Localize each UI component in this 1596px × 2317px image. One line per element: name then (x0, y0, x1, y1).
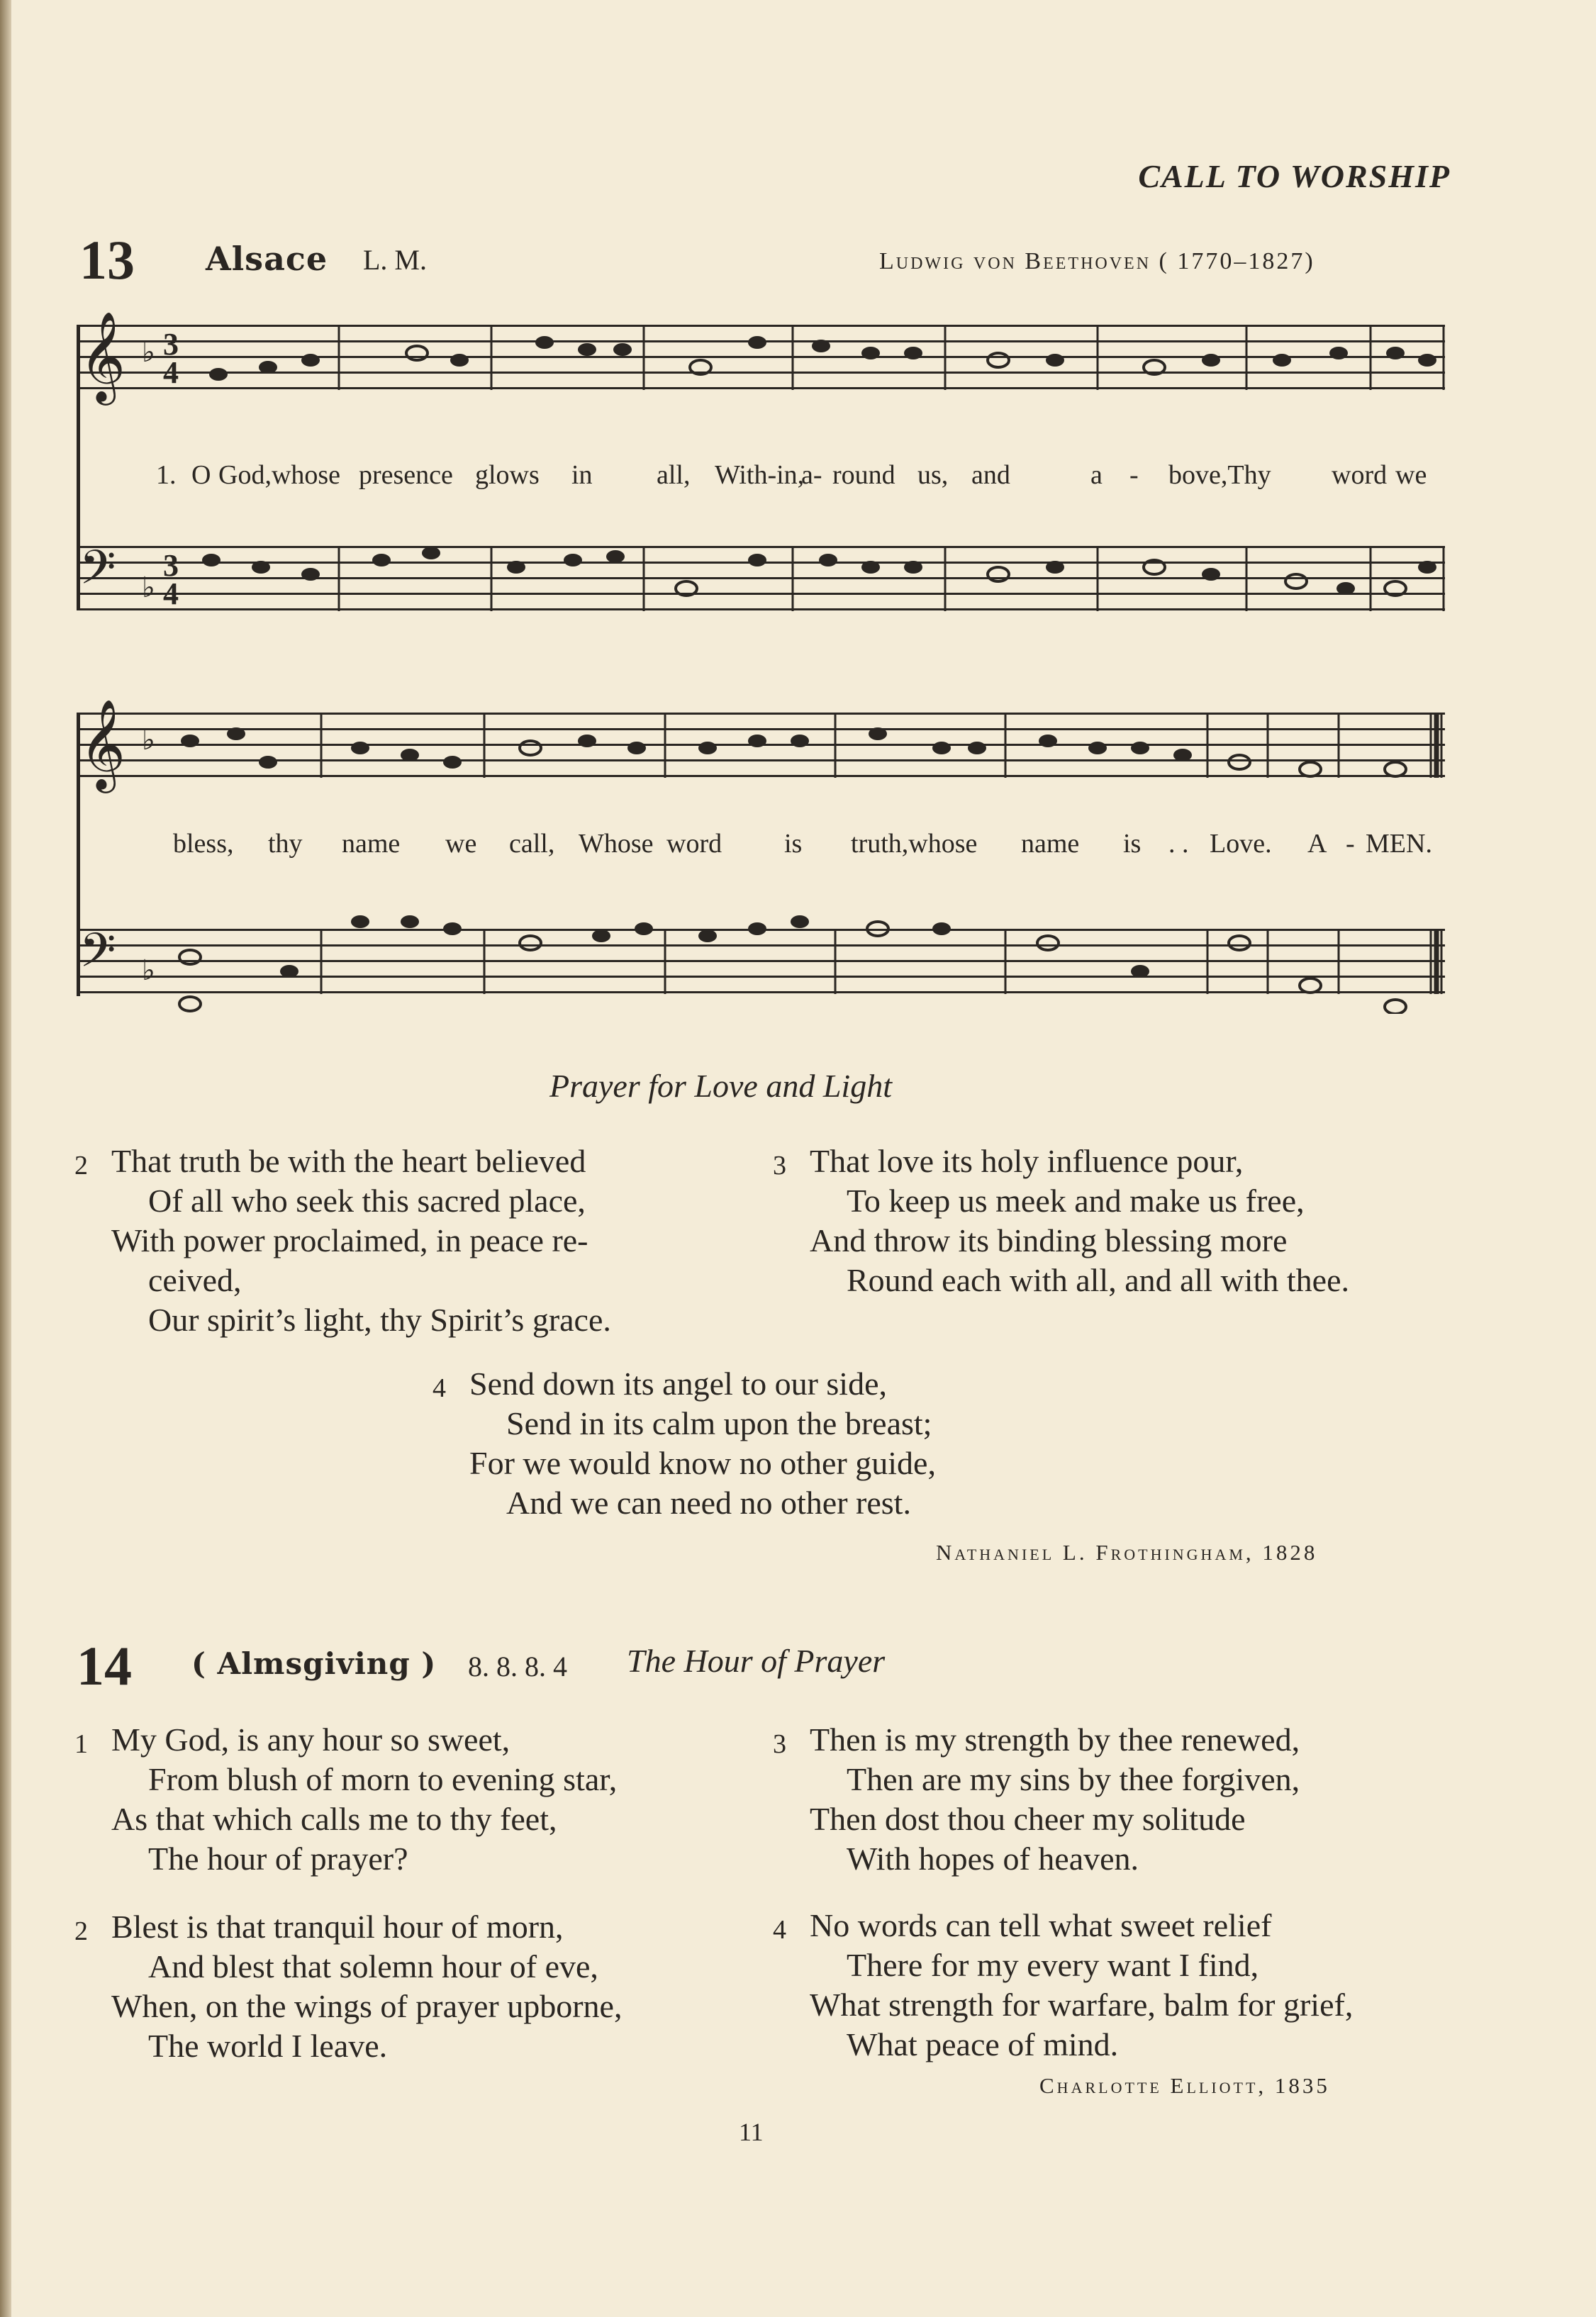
system-1-treble-notation (77, 303, 1445, 417)
system-1-bass-staff (77, 540, 1445, 611)
stanza-number: 4 (773, 1915, 786, 1945)
hymn-13-tune-name: Alsace (206, 240, 328, 278)
stanza-line: What strength for warfare, balm for grief, (810, 1987, 1354, 2023)
stanza-line: As that which calls me to thy feet, (111, 1801, 557, 1837)
hymn-14-stanza-4 (773, 1906, 1353, 2065)
lyric-syllable: - (1129, 460, 1139, 490)
section-title: CALL TO WORSHIP (1138, 158, 1451, 194)
svg-text:4: 4 (163, 576, 179, 611)
stanza-line: There for my every want I find, (847, 1947, 1259, 1983)
stanza-line: What peace of mind. (847, 2026, 1119, 2062)
stanza-number: 3 (773, 1729, 786, 1759)
hymn-14-tune-name: ( Almsgiving ) (191, 1646, 437, 1681)
lyric-syllable: us, (917, 460, 949, 490)
lyric-syllable: we (445, 829, 477, 859)
lyric-syllable: is (784, 829, 803, 859)
hymn-13-number: 13 (79, 229, 135, 291)
lyric-syllable: . . (1168, 829, 1189, 859)
lyric-syllable: truth,whose (851, 829, 978, 859)
svg-text:𝄢: 𝄢 (79, 540, 116, 606)
stanza-number: 1 (74, 1729, 88, 1759)
stanza-line: Blest is that tranquil hour of morn, (111, 1909, 564, 1945)
stanza-line: When, on the wings of prayer upborne, (111, 1988, 623, 2024)
hymn-13-caption: Prayer for Love and Light (549, 1068, 892, 1104)
system-2-bass-notation (77, 900, 1445, 1014)
svg-text:𝄞: 𝄞 (79, 311, 126, 401)
stanza-line: With power proclaimed, in peace re- (111, 1222, 588, 1258)
lyric-syllable: O (191, 460, 211, 490)
lyric-syllable: thy (268, 829, 303, 859)
lyric-syllable: MEN. (1366, 829, 1432, 859)
lyric-syllable: 1. (156, 460, 177, 490)
lyric-syllable: Love. (1210, 829, 1272, 859)
stanza-line: My God, is any hour so sweet, (111, 1721, 510, 1758)
stanza-line: Our spirit’s light, thy Spirit’s grace. (148, 1302, 611, 1338)
hymn-13-meter: L. M. (363, 244, 427, 276)
hymn-13-composer: Ludwig von Beethoven ( 1770–1827) (879, 248, 1315, 274)
stanza-line: Of all who seek this sacred place, (148, 1183, 586, 1219)
system-1-treble-staff (77, 311, 1445, 401)
lyric-syllable: God,whose (218, 460, 341, 490)
lyric-syllable: bove,Thy (1168, 460, 1271, 490)
svg-text:3: 3 (163, 327, 179, 362)
stanza-line: For we would know no other guide, (469, 1445, 936, 1481)
lyric-syllable: name (1021, 829, 1080, 859)
stanza-line: To keep us meek and make us free, (847, 1183, 1305, 1219)
stanza-line: And we can need no other rest. (506, 1485, 911, 1521)
hymn-13-author: Nathaniel L. Frothingham, 1828 (936, 1540, 1318, 1565)
stanza-number: 4 (433, 1373, 446, 1403)
lyric-syllable: bless, (173, 829, 234, 859)
stanza-line: And throw its binding blessing more (810, 1222, 1288, 1258)
lyric-syllable: - (1346, 829, 1355, 859)
lyric-syllable: name (342, 829, 401, 859)
svg-text:♭: ♭ (142, 571, 155, 603)
stanza-line: Send down its angel to our side, (469, 1366, 887, 1402)
svg-text:𝄢: 𝄢 (79, 923, 116, 989)
lyric-syllable: round (832, 460, 895, 490)
hymn-14-title: The Hour of Prayer (627, 1643, 886, 1679)
stanza-number: 3 (773, 1151, 786, 1180)
hymn-13-stanza-4 (433, 1364, 936, 1523)
hymn-14-number: 14 (77, 1635, 132, 1697)
svg-text:♭: ♭ (142, 724, 155, 756)
page-binding-edge (0, 0, 11, 2317)
page-number: 11 (739, 2118, 764, 2146)
stanza-number: 2 (74, 1916, 88, 1946)
svg-text:♭: ♭ (142, 336, 155, 368)
system-2-bass-staff (77, 923, 1445, 993)
stanza-line: That truth be with the heart believed (111, 1143, 586, 1179)
lyric-syllable: and (971, 460, 1010, 490)
hymn-14-stanza-3 (773, 1720, 1300, 1879)
stanza-line: Then are my sins by thee forgiven, (847, 1761, 1300, 1797)
hymn-14-author: Charlotte Elliott, 1835 (1039, 2073, 1330, 2098)
hymn-13-stanza-2 (74, 1141, 611, 1340)
stanza-line: From blush of morn to evening star, (148, 1761, 618, 1797)
hymn-14-meter: 8. 8. 8. 4 (468, 1651, 567, 1682)
svg-text:♭: ♭ (142, 954, 155, 986)
lyric-syllable: a (1090, 460, 1103, 490)
stanza-line: Round each with all, and all with thee. (847, 1262, 1349, 1298)
stanza-line: Then dost thou cheer my solitude (810, 1801, 1246, 1837)
lyric-syllable: is (1123, 829, 1142, 859)
hymn-14-stanza-2 (74, 1907, 622, 2066)
lyric-syllable: Whose (579, 829, 654, 859)
lyric-syllable: A (1307, 829, 1327, 859)
lyric-syllable: all, (657, 460, 691, 490)
svg-text:4: 4 (163, 355, 179, 390)
lyric-syllable: call, (509, 829, 555, 859)
stanza-number: 2 (74, 1151, 88, 1180)
system-2-treble-staff (77, 698, 1445, 789)
stanza-line: The hour of prayer? (148, 1841, 408, 1877)
system-2-treble-notation (77, 691, 1445, 805)
hymn-13-stanza-3 (773, 1141, 1349, 1300)
system-1-bass-notation (77, 518, 1445, 631)
stanza-line: ceived, (148, 1262, 242, 1298)
stanza-line: And blest that solemn hour of eve, (148, 1948, 598, 1984)
lyric-syllable: glows (475, 460, 540, 490)
stanza-line: With hopes of heaven. (847, 1841, 1139, 1877)
lyric-syllable: word (1332, 460, 1388, 490)
stanza-line: Send in its calm upon the breast; (506, 1405, 932, 1441)
lyric-syllable: we (1395, 460, 1427, 490)
stanza-line: That love its holy influence pour, (810, 1143, 1244, 1179)
stanza-line: The world I leave. (148, 2028, 388, 2064)
stanza-line: No words can tell what sweet relief (810, 1907, 1272, 1943)
lyric-syllable: in (571, 460, 593, 490)
lyric-syllable: presence (359, 460, 453, 490)
stanza-line: Then is my strength by thee renewed, (810, 1721, 1300, 1758)
svg-text:𝄞: 𝄞 (79, 698, 126, 789)
lyric-syllable: With-in, (715, 460, 805, 490)
lyric-syllable: a- (801, 460, 822, 490)
hymn-14-stanza-1 (74, 1720, 617, 1879)
svg-text:3: 3 (163, 548, 179, 583)
lyric-syllable: word (666, 829, 722, 859)
